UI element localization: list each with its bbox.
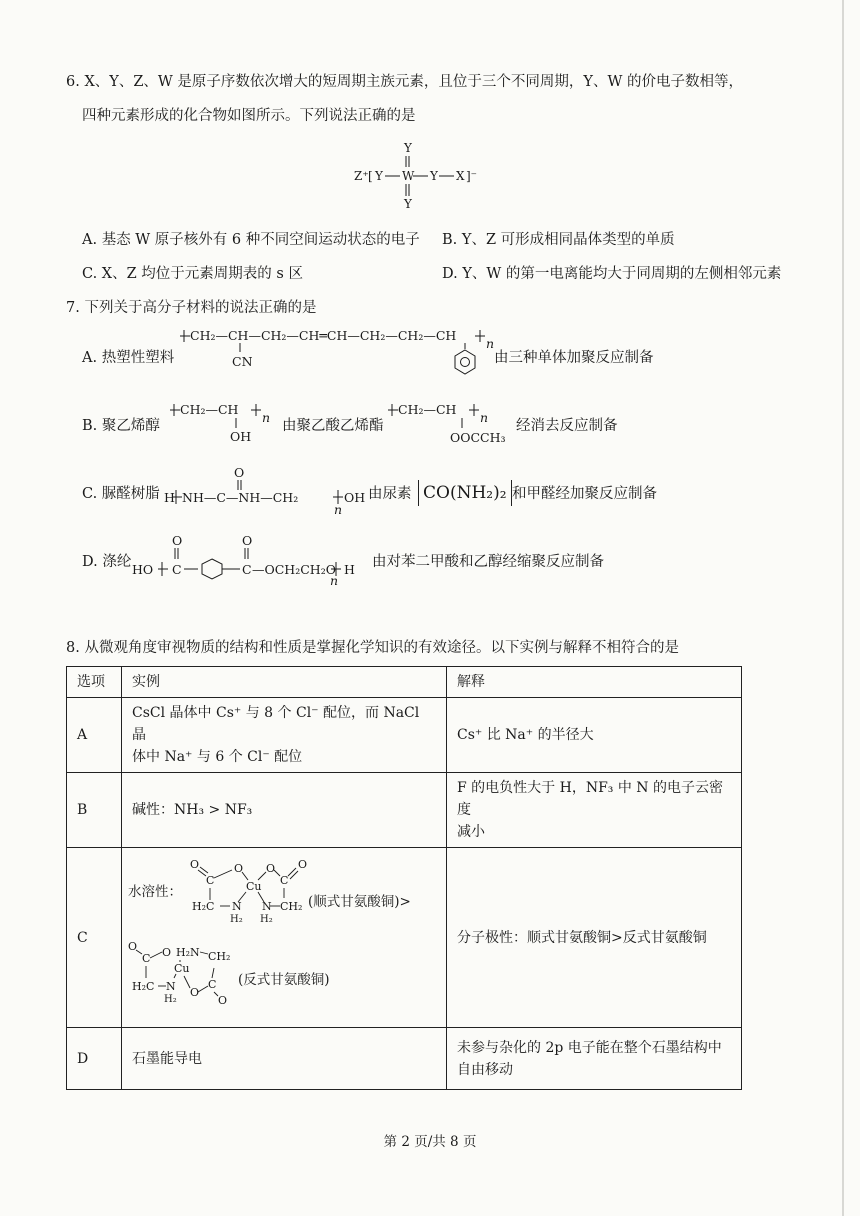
- q7-c-tail1: 由尿素: [368, 486, 412, 502]
- q8-stem: 8. 从微观角度审视物质的结构和性质是掌握化学知识的有效途径。以下实例与解释不相符合的是: [66, 640, 679, 656]
- molecule-atom-label: O: [128, 940, 138, 953]
- molecule-atom-label: O: [190, 858, 200, 871]
- q7-d-subscript: n: [330, 573, 339, 588]
- q7-b-formula1: CH₂—CH: [180, 402, 239, 417]
- molecule-atom-label: C: [142, 952, 151, 965]
- q8-row-a-example-line1: CsCl 晶体中 Cs⁺ 与 8 个 Cl⁻ 配位，而 NaCl 晶: [132, 705, 420, 743]
- q8-row-a-example-line2: 体中 Na⁺ 与 6 个 Cl⁻ 配位: [132, 749, 303, 765]
- q8-row-b-explain-line2: 减小: [457, 824, 485, 840]
- q7-b-polymer1-formula: [170, 398, 280, 448]
- q6-stem-line2: 四种元素形成的化合物如图所示。下列说法正确的是: [82, 108, 416, 124]
- q8-c-prefix: 水溶性：: [128, 884, 182, 900]
- molecule-atom-label: H₂: [260, 914, 273, 925]
- molecule-atom-label: CH₂: [208, 950, 231, 963]
- q6-option-b: B. Y、Z 可形成相同晶体类型的单质: [442, 232, 675, 248]
- molecule-atom-label: H₂: [164, 994, 177, 1005]
- molecule-atom-label: N: [190, 946, 200, 959]
- q7-b-subscript1: n: [262, 410, 271, 425]
- q7-d-chain: —OCH₂CH₂O: [252, 562, 336, 577]
- q6-fig-cation: Z⁺: [354, 169, 369, 183]
- q7-c-polymer-formula: [162, 466, 368, 520]
- molecule-atom-label: O: [162, 946, 172, 959]
- q8-table: [66, 666, 742, 1090]
- q8-row-a-explain-line1: Cs⁺ 比 Na⁺ 的半径大: [457, 727, 594, 743]
- q8-row-a: [67, 698, 742, 773]
- q6-fig-top-y: Y: [404, 141, 412, 155]
- q8-row-b-explain: [447, 773, 742, 848]
- q8-header-explain: 解释: [447, 667, 742, 698]
- molecule-atom-label: Cu: [174, 962, 190, 975]
- q8-row-a-explain: [447, 698, 742, 773]
- q7-d-polymer-formula: [132, 532, 372, 588]
- q7-b-mid: 由聚乙酸乙烯酯: [282, 418, 384, 434]
- q8-row-c-explain-line1: 分子极性：顺式甘氨酸铜>反式甘氨酸铜: [457, 929, 707, 946]
- q8-row-b-example-line1: 碱性：NH₃ > NF₃: [132, 802, 253, 818]
- q8-c-trans-label: (反式甘氨酸铜): [238, 972, 330, 988]
- q8-row-b-example: [122, 773, 447, 848]
- q8-glycinate-copper-figure: [128, 850, 428, 1018]
- molecule-atom-label: C: [280, 874, 289, 887]
- molecule-atom-label: H₂C: [192, 900, 215, 913]
- molecule-atom-label: H₂: [176, 946, 191, 959]
- q7-b-tail: 经消去反应制备: [516, 418, 618, 434]
- q8-row-d-example-line1: 石墨能导电: [132, 1050, 202, 1067]
- q7-c-subscript: n: [334, 502, 343, 517]
- q8-row-c-explain: [447, 848, 742, 1028]
- molecule-atom-label: Cu: [246, 880, 262, 893]
- q8-header-option: 选项: [67, 667, 122, 698]
- q6-fig-bracket-close: ]⁻: [466, 169, 478, 183]
- q8-row-b-option: B: [67, 773, 122, 848]
- molecule-atom-label: O: [298, 858, 308, 871]
- q6-compound-figure: [340, 140, 500, 212]
- q7-d-o1: O: [172, 533, 183, 548]
- molecule-atom-label: C: [208, 978, 217, 991]
- q8-row-d: [67, 1028, 742, 1090]
- q7-a-polymer-formula: [180, 326, 500, 388]
- q6-option-d: D. Y、W 的第一电离能均大于同周期的左侧相邻元素: [442, 266, 782, 282]
- molecule-atom-label: O: [218, 994, 228, 1007]
- q8-row-b: [67, 773, 742, 848]
- molecule-atom-label: O: [234, 862, 244, 875]
- q8-row-d-explain: [447, 1028, 742, 1090]
- q7-d-o2: O: [242, 533, 253, 548]
- molecule-atom-label: N: [232, 900, 242, 913]
- q7-c-label: C. 脲醛树脂: [82, 486, 160, 502]
- q7-c-chain: NH—C—NH—CH₂: [182, 490, 299, 505]
- molecule-atom-label: CH₂: [280, 900, 303, 913]
- q7-b-subscript2: n: [480, 410, 489, 425]
- q8-row-d-explain-line2: 自由移动: [457, 1061, 513, 1078]
- molecule-atom-label: O: [266, 862, 276, 875]
- molecule-atom-label: N: [166, 980, 176, 993]
- q8-row-b-explain-line1: F 的电负性大于 H，NF₃ 中 N 的电子云密度: [457, 780, 723, 818]
- molecule-atom-label: O: [190, 986, 200, 999]
- q7-d-ho: HO: [132, 562, 154, 577]
- q8-c-cis-label: (顺式甘氨酸铜)>: [308, 894, 411, 910]
- molecule-atom-label: N: [262, 900, 272, 913]
- q8-row-c-example: [122, 848, 447, 1028]
- molecule-atom-label: H₂: [230, 914, 243, 925]
- q6-fig-left-y: Y: [375, 169, 383, 183]
- q6-fig-center-w: W: [402, 169, 415, 183]
- q7-d-c1: C: [172, 562, 182, 577]
- q6-fig-right-y: Y: [430, 169, 438, 183]
- q7-c-o: O: [234, 466, 245, 480]
- q7-b-sub1: OH: [230, 429, 252, 444]
- q6-option-c: C. X、Z 均位于元素周期表的 s 区: [82, 266, 303, 282]
- q8-table-header-row: [67, 667, 742, 698]
- q7-a-label: A. 热塑性塑料: [82, 350, 175, 366]
- molecule-atom-label: H₂C: [132, 980, 155, 993]
- q7-c-tail2: 和甲醛经加聚反应制备: [512, 486, 657, 502]
- page-footer: 第 2 页/共 8 页: [383, 1134, 477, 1150]
- q7-c-h: H: [164, 490, 175, 505]
- q8-row-d-option: D: [67, 1028, 122, 1090]
- q7-a-substituent: CN: [232, 354, 253, 369]
- q7-b-formula2: CH₂—CH: [398, 402, 457, 417]
- q7-d-h: H: [344, 562, 355, 577]
- q7-c-urea: CO(NH₂)₂: [418, 480, 512, 506]
- q8-row-a-example: [122, 698, 447, 773]
- q7-a-chain: CH₂—CH—CH₂—CH═CH—CH₂—CH₂—CH: [190, 328, 457, 343]
- q6-option-a: A. 基态 W 原子核外有 6 种不同空间运动状态的电子: [82, 232, 420, 248]
- q7-b-polymer2-formula: [388, 398, 518, 448]
- q8-row-c: [67, 848, 742, 1028]
- q8-row-d-explain-line1: 未参与杂化的 2p 电子能在整个石墨结构中: [457, 1039, 722, 1056]
- q6-fig-bracket-open: [: [368, 169, 373, 183]
- q7-c-end: OH: [344, 490, 366, 505]
- q6-stem-line1: 6. X、Y、Z、W 是原子序数依次增大的短周期主族元素，且位于三个不同周期，Y、W 的价电子数相等，: [66, 74, 744, 90]
- q6-fig-bottom-y: Y: [404, 197, 412, 211]
- q8-header-example: 实例: [122, 667, 447, 698]
- q7-b-sub2: OOCCH₃: [450, 430, 506, 445]
- q7-stem: 7. 下列关于高分子材料的说法正确的是: [66, 300, 317, 316]
- q7-d-tail: 由对苯二甲酸和乙醇经缩聚反应制备: [372, 554, 604, 570]
- q7-b-label: B. 聚乙烯醇: [82, 418, 160, 434]
- q7-a-tail: 由三种单体加聚反应制备: [494, 350, 654, 366]
- q7-d-label: D. 涤纶: [82, 554, 132, 570]
- q7-a-subscript: n: [486, 336, 495, 351]
- molecule-atom-label: C: [206, 874, 215, 887]
- q7-d-c2: C: [242, 562, 252, 577]
- q8-row-a-option: A: [67, 698, 122, 773]
- q6-fig-right-x: X: [456, 169, 465, 183]
- q8-row-c-option: C: [67, 848, 122, 1028]
- page-edge-line: [842, 0, 844, 1216]
- q8-row-d-example: [122, 1028, 447, 1090]
